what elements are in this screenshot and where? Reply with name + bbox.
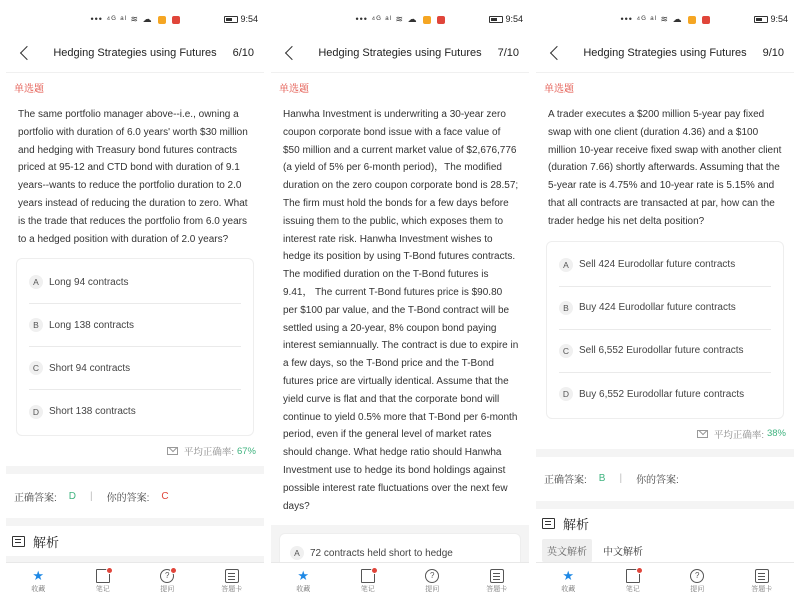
option-text: Sell 424 Eurodollar future contracts — [579, 259, 736, 271]
back-arrow-icon[interactable] — [16, 44, 36, 64]
nav-answer-card[interactable]: 答题卡 — [200, 563, 265, 600]
answer-card-icon — [225, 569, 239, 583]
tab-chinese-analysis[interactable]: 中文解析 — [603, 547, 643, 559]
option-letter: B — [29, 318, 43, 332]
analysis-language-tabs — [536, 539, 794, 563]
nav-ask[interactable]: ? 提问 — [690, 571, 705, 593]
your-answer: C — [161, 490, 169, 502]
options-list — [536, 241, 794, 419]
option-b[interactable] — [559, 287, 771, 330]
clock: 9:54 — [224, 14, 258, 24]
nav-favorite[interactable]: ★ 收藏 — [31, 568, 46, 593]
analysis-heading: 解析 — [6, 526, 264, 556]
question-type: 单选题 — [271, 72, 529, 100]
average-accuracy: 平均正确率: 38% — [536, 419, 794, 449]
question-progress: 6/10 — [232, 47, 254, 59]
nav-ask[interactable]: ? 提问 — [135, 563, 200, 600]
star-icon: ★ — [562, 568, 575, 583]
correct-answer: D — [68, 490, 77, 502]
status-indicators: ••• ⁴ᴳ ᵃˡ ≋ ☁ — [536, 14, 794, 25]
answer-card-icon — [755, 569, 769, 583]
phone-screen-1 — [6, 0, 264, 600]
option-letter: A — [290, 546, 304, 560]
clock: 9:54 — [754, 14, 788, 24]
option-text: Short 94 contracts — [49, 362, 131, 374]
option-letter: C — [559, 344, 573, 358]
phone-screen-3 — [536, 0, 794, 600]
question-icon: ? — [690, 569, 704, 583]
question-progress: 7/10 — [497, 47, 519, 59]
option-b[interactable] — [29, 304, 241, 347]
star-icon: ★ — [297, 568, 310, 583]
status-bar — [536, 0, 794, 36]
option-letter: B — [559, 301, 573, 315]
note-icon — [361, 569, 375, 583]
page-title: Hedging Strategies using Futures — [583, 47, 747, 59]
average-accuracy: 平均正确率: 67% — [6, 436, 264, 466]
nav-answer-card[interactable]: 答题卡 — [465, 563, 530, 600]
correct-answer: B — [598, 473, 606, 485]
status-indicators: ••• ⁴ᴳ ᵃˡ ≋ ☁ — [6, 14, 264, 25]
analysis-heading: 解析 — [536, 509, 794, 539]
option-letter: A — [29, 275, 43, 289]
option-text: Long 94 contracts — [49, 276, 129, 288]
nav-answer-card[interactable]: 答题卡 — [730, 563, 795, 600]
back-arrow-icon[interactable] — [546, 44, 566, 64]
app-notification-icon — [158, 16, 166, 24]
question-stem: A trader executes a $200 million 5-year pay fixed swap with one client (duration 4.36) and a $100 million 10-year receive fixed swap with another client (duration 7.66) shortly afterwards. Assuming that the 5-year rate is 4.75% and 10-year rate is 5.15% and that all contracts are transacted at par, how can the trader hedge his net delta position? — [536, 100, 794, 241]
clock: 9:54 — [489, 14, 523, 24]
header — [271, 36, 529, 72]
accuracy-value: 67% — [236, 445, 256, 457]
phone-screen-2 — [271, 0, 529, 600]
options-list — [6, 258, 264, 436]
list-icon — [12, 536, 25, 547]
answer-summary: 正确答案: D | 你的答案: C — [6, 474, 264, 518]
bottom-nav — [6, 562, 264, 600]
list-icon — [542, 518, 555, 529]
question-stem: Hanwha Investment is underwriting a 30-year zero coupon corporate bond issue with a face value of $50 million and a current market value of $2,676,776 (a yield of 5% per 6-month period)，The modified duration on the zero coupon corporate bond is 28.57; The firm must hold the bonds for a few days before issuing them to the public, which exposes them to interest rate risk. Hanwha Investment wishes to hedge its position by using T-Bond futures contracts. The modified duration on the T-Bond futures is 9.41， The current T-Bond futures price is $90.80 per $100 par value, and the T-Bond contract will be settled using a 20-year, 8% coupon bond paying interest semiannually. The contract is due to expire in a few days, so the T-Bond price and the T-Bond futures price are virtually identical. Assume that the yield curve is flat and that the corporate bond will continue to yield 0.5% more that T-Bond per 6-month period, even if the general level of market rates should change. What hedge ratio should Hanwha Investment use to hedge its bond holdings against possible interest rate fluctuations over the next few days? — [271, 100, 529, 525]
option-text: Sell 6,552 Eurodollar future contracts — [579, 345, 744, 357]
bottom-nav — [536, 562, 794, 600]
battery-icon — [754, 16, 768, 23]
header — [6, 36, 264, 72]
mail-icon — [167, 447, 178, 455]
question-type: 单选题 — [6, 72, 264, 100]
question-icon: ? — [160, 569, 174, 583]
battery-icon — [489, 16, 503, 23]
note-icon — [626, 569, 640, 583]
header — [536, 36, 794, 72]
battery-icon — [224, 16, 238, 23]
question-progress: 9/10 — [762, 47, 784, 59]
app-notification-icon — [702, 16, 710, 24]
option-text: 72 contracts held short to hedge — [310, 547, 453, 559]
option-letter: A — [559, 258, 573, 272]
page-title: Hedging Strategies using Futures — [53, 47, 217, 59]
note-icon — [96, 569, 110, 583]
accuracy-value: 38% — [766, 428, 786, 440]
nav-notes[interactable]: 笔记 — [71, 563, 136, 600]
nav-favorite[interactable]: ★ 收藏 — [296, 568, 311, 593]
app-notification-icon — [172, 16, 180, 24]
status-indicators: ••• ⁴ᴳ ᵃˡ ≋ ☁ — [271, 14, 529, 25]
option-c[interactable] — [29, 347, 241, 390]
option-text: Buy 6,552 Eurodollar future contracts — [579, 388, 745, 400]
status-bar — [6, 0, 264, 36]
app-notification-icon — [423, 16, 431, 24]
question-stem: The same portfolio manager above--i.e., owning a portfolio with duration of 6.0 years' worth $30 million and hedging with Treasury bond futures contracts priced at 95-12 and CTD bond with duration of 9.1 years--wants to reduce the portfolio duration to 2.0 years instead of reducing the duration to zero. What is the trade that reduces the portfolio from 6.0 years to a hedged position with duration of 2.0 years? — [6, 100, 264, 258]
page-title: Hedging Strategies using Futures — [318, 47, 482, 59]
answer-card-icon — [490, 569, 504, 583]
back-arrow-icon[interactable] — [281, 44, 301, 64]
nav-notes[interactable]: 笔记 — [601, 563, 666, 600]
option-a[interactable] — [29, 261, 241, 304]
option-letter: C — [29, 361, 43, 375]
star-icon: ★ — [32, 568, 45, 583]
nav-favorite[interactable]: ★ 收藏 — [561, 568, 576, 593]
app-notification-icon — [437, 16, 445, 24]
mail-icon — [697, 430, 708, 438]
option-text: Buy 424 Eurodollar future contracts — [579, 302, 736, 314]
option-d[interactable] — [29, 390, 241, 433]
tab-english-analysis[interactable]: 英文解析 — [542, 539, 592, 562]
question-type: 单选题 — [536, 72, 794, 100]
option-a[interactable] — [559, 244, 771, 287]
option-text: Short 138 contracts — [49, 406, 136, 418]
bottom-nav — [271, 562, 529, 600]
option-letter: D — [559, 387, 573, 401]
nav-notes[interactable]: 笔记 — [336, 563, 401, 600]
option-c[interactable] — [559, 330, 771, 373]
question-icon: ? — [425, 569, 439, 583]
status-bar — [271, 0, 529, 36]
app-notification-icon — [688, 16, 696, 24]
option-text: Long 138 contracts — [49, 319, 135, 331]
option-letter: D — [29, 405, 43, 419]
option-d[interactable] — [559, 373, 771, 416]
nav-ask[interactable]: ? 提问 — [425, 571, 440, 593]
answer-summary: 正确答案: B | 你的答案: — [536, 457, 794, 501]
